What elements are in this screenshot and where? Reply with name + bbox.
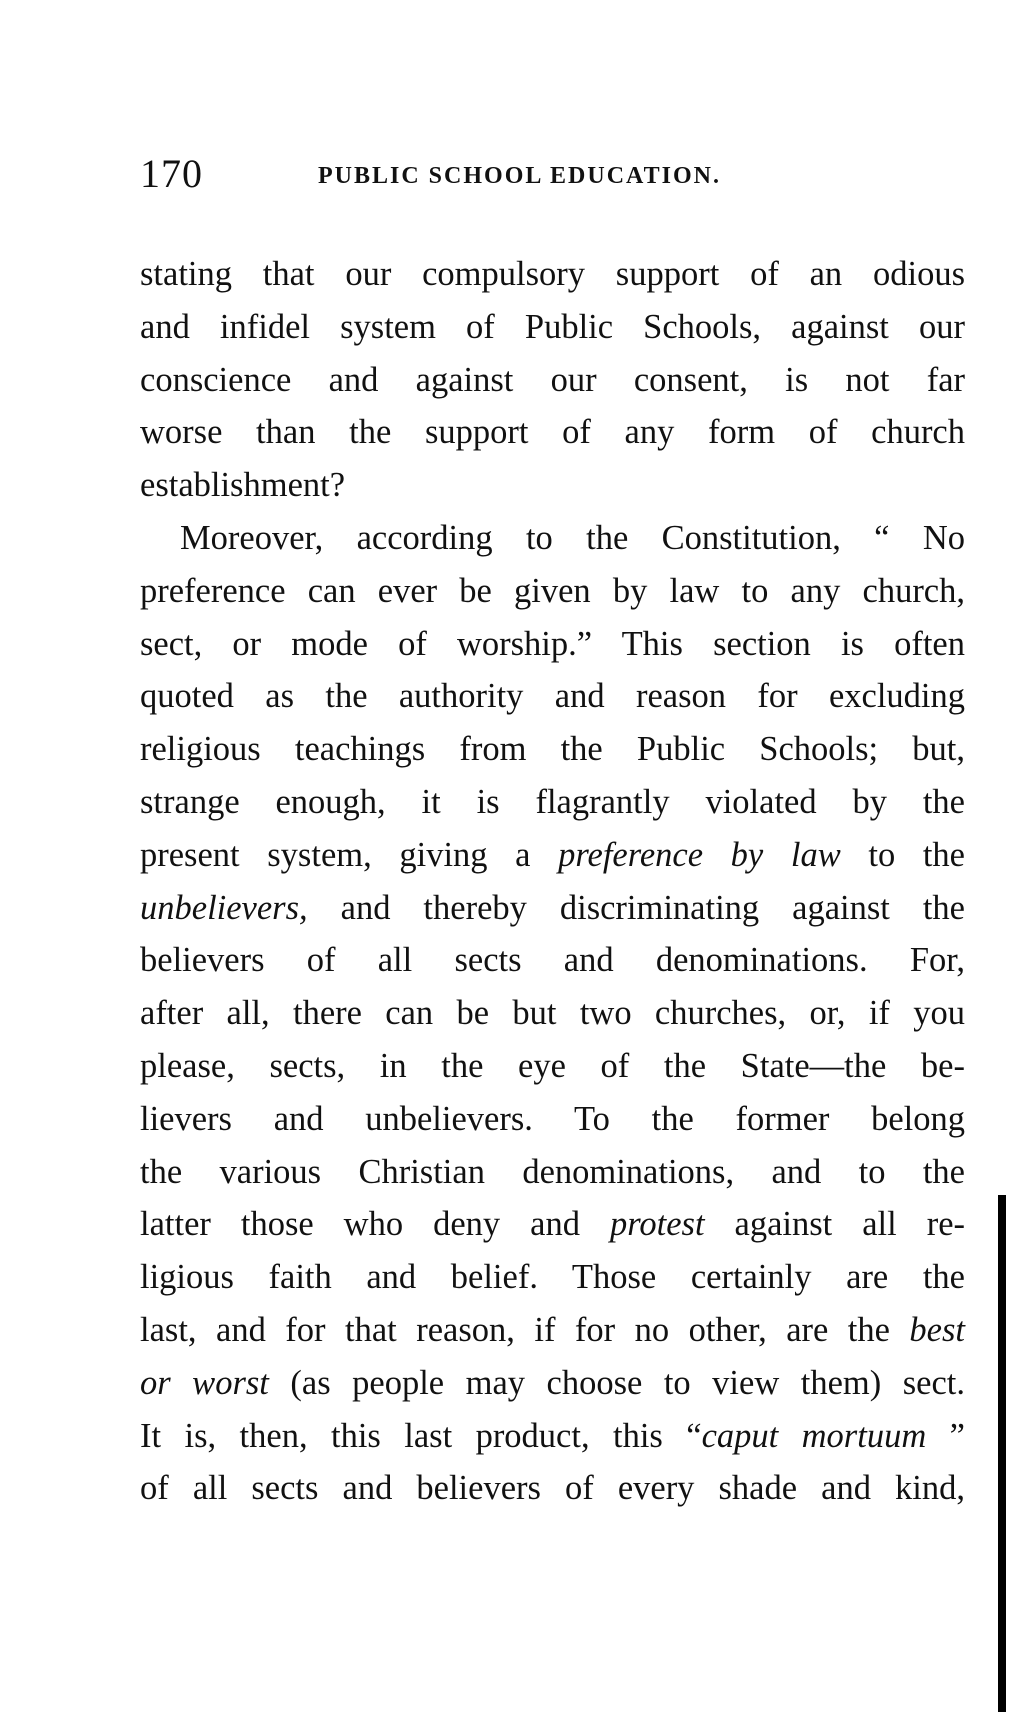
- text-line: the various Christian denominations, and to the: [140, 1152, 965, 1191]
- italic-phrase: unbelievers,: [140, 888, 308, 927]
- italic-phrase: or worst: [140, 1363, 269, 1402]
- text-line: quoted as the authority and reason for excluding: [140, 677, 965, 716]
- text-line: establishment?: [140, 466, 346, 505]
- text-line: [140, 1410, 965, 1463]
- text-segment: against all re-: [704, 1205, 966, 1244]
- body-text: [140, 248, 965, 1515]
- text-line: Moreover, according to the Constitution, “ No: [180, 518, 965, 557]
- text-line: preference can ever be given by law to any church,: [140, 571, 965, 610]
- text-segment: last, and for that reason, if for no other, are the: [140, 1310, 910, 1349]
- text-line: [140, 829, 965, 882]
- text-line: stating that our compulsory support of an odious: [140, 255, 965, 293]
- text-line: believers of all sects and denominations. For,: [140, 941, 965, 980]
- text-line: strange enough, it is flagrantly violated by the: [140, 782, 965, 821]
- text-line: of all sects and believers of every shade and kind,: [140, 1469, 965, 1508]
- page-number: 170: [140, 151, 203, 196]
- text-line: after all, there can be but two churches, or, if you: [140, 994, 965, 1033]
- text-line: [140, 1304, 965, 1357]
- text-segment: and thereby discriminating against the: [307, 888, 965, 927]
- italic-phrase: protest: [609, 1205, 705, 1244]
- running-title: PUBLIC SCHOOL EDUCATION.: [318, 163, 721, 189]
- text-line: [140, 1198, 965, 1251]
- italic-phrase: preference by law: [558, 835, 841, 874]
- italic-phrase: caput mortuum: [701, 1416, 927, 1455]
- text-line: and infidel system of Public Schools, against our: [140, 307, 965, 346]
- text-line: conscience and against our consent, is not far: [140, 360, 965, 399]
- text-segment: latter those who deny and: [140, 1205, 610, 1244]
- text-line: [140, 1357, 965, 1410]
- text-line: worse than the support of any form of church: [140, 413, 965, 452]
- italic-phrase: best: [909, 1310, 965, 1349]
- text-line: [140, 882, 965, 935]
- text-segment: to the: [840, 835, 965, 874]
- text-line: religious teachings from the Public Schools; but,: [140, 730, 965, 769]
- text-segment: It is, then, this last product, this “: [140, 1416, 702, 1455]
- text-segment: ”: [926, 1416, 965, 1455]
- scan-edge-shadow: [998, 1195, 1006, 1712]
- text-line: lievers and unbelievers. To the former belong: [140, 1099, 965, 1138]
- text-line: sect, or mode of worship.” This section is often: [140, 624, 965, 663]
- text-segment: (as people may choose to view them) sect.: [268, 1363, 965, 1402]
- text-line: ligious faith and belief. Those certainly are the: [140, 1258, 965, 1297]
- text-segment: present system, giving a: [140, 835, 559, 874]
- text-line: please, sects, in the eye of the State—the be-: [140, 1046, 965, 1085]
